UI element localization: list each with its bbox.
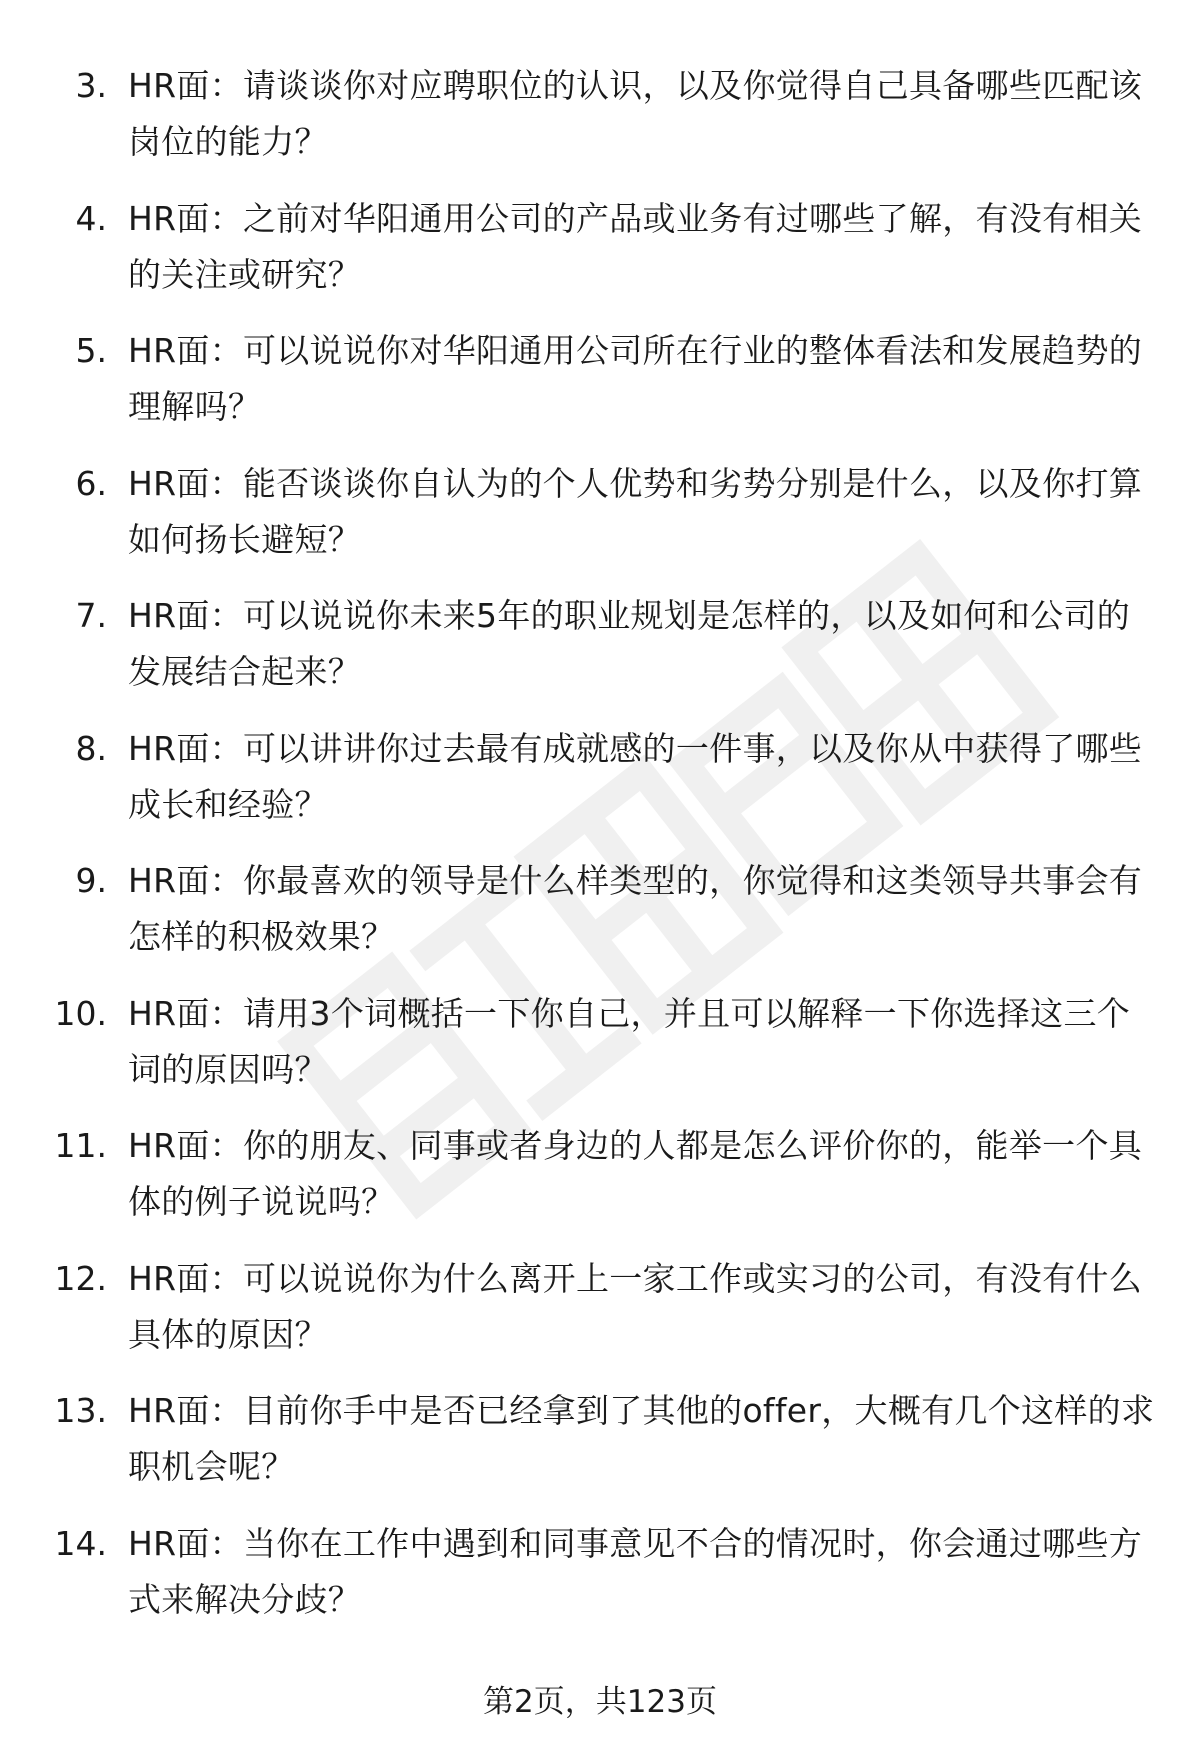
- question-text: HR面：能否谈谈你自认为的个人优势和劣势分别是什么，以及你打算如何扬长避短？: [128, 463, 1143, 559]
- question-text: HR面：你的朋友、同事或者身边的人都是怎么评价你的，能举一个具体的例子说说吗？: [128, 1126, 1143, 1221]
- question-number: 6.: [75, 463, 107, 503]
- question-item: [0, 1118, 1200, 1251]
- question-item: [0, 323, 1200, 456]
- question-item: [0, 1251, 1200, 1384]
- question-number: 7.: [75, 596, 107, 635]
- question-text: HR面：之前对华阳通用公司的产品或业务有过哪些了解，有没有相关的关注或研究？: [128, 198, 1143, 294]
- question-number: 10.: [54, 993, 107, 1033]
- question-item: [0, 1383, 1200, 1516]
- question-item: [0, 721, 1200, 854]
- question-item: [0, 456, 1200, 589]
- question-item: [0, 191, 1200, 324]
- question-text: HR面：请谈谈你对应聘职位的认识，以及你觉得自己具备哪些匹配该岗位的能力？: [128, 66, 1143, 161]
- question-number: 14.: [54, 1523, 107, 1563]
- question-item: [0, 588, 1200, 721]
- question-number: 4.: [75, 198, 107, 238]
- question-number: 8.: [75, 728, 107, 768]
- page-number-footer: 第2页，共123页: [483, 1684, 717, 1720]
- question-item: [0, 58, 1200, 191]
- question-text: HR面：可以说说你为什么离开上一家工作或实习的公司，有没有什么具体的原因？: [128, 1258, 1143, 1354]
- question-number: 12.: [54, 1258, 107, 1298]
- question-number: 11.: [54, 1126, 107, 1165]
- question-number: 9.: [75, 861, 107, 900]
- question-text: HR面：请用3个词概括一下你自己，并且可以解释一下你选择这三个词的原因吗？: [128, 993, 1131, 1089]
- question-text: HR面：可以讲讲你过去最有成就感的一件事，以及你从中获得了哪些成长和经验？: [128, 728, 1143, 824]
- question-number: 13.: [54, 1391, 107, 1430]
- question-item: [0, 986, 1200, 1119]
- question-text: HR面：当你在工作中遇到和同事意见不合的情况时，你会通过哪些方式来解决分歧？: [128, 1523, 1143, 1619]
- question-number: 5.: [75, 331, 107, 370]
- question-text: HR面：目前你手中是否已经拿到了其他的offer，大概有几个这样的求职机会呢？: [128, 1391, 1155, 1486]
- question-item: [0, 1516, 1200, 1649]
- question-list: [0, 58, 1200, 1648]
- question-item: [0, 853, 1200, 986]
- question-number: 3.: [75, 66, 107, 105]
- question-text: HR面：可以说说你未来5年的职业规划是怎样的，以及如何和公司的发展结合起来？: [128, 596, 1131, 691]
- question-text: HR面：你最喜欢的领导是什么样类型的，你觉得和这类领导共事会有怎样的积极效果？: [128, 861, 1143, 956]
- question-text: HR面：可以说说你对华阳通用公司所在行业的整体看法和发展趋势的理解吗？: [128, 331, 1143, 426]
